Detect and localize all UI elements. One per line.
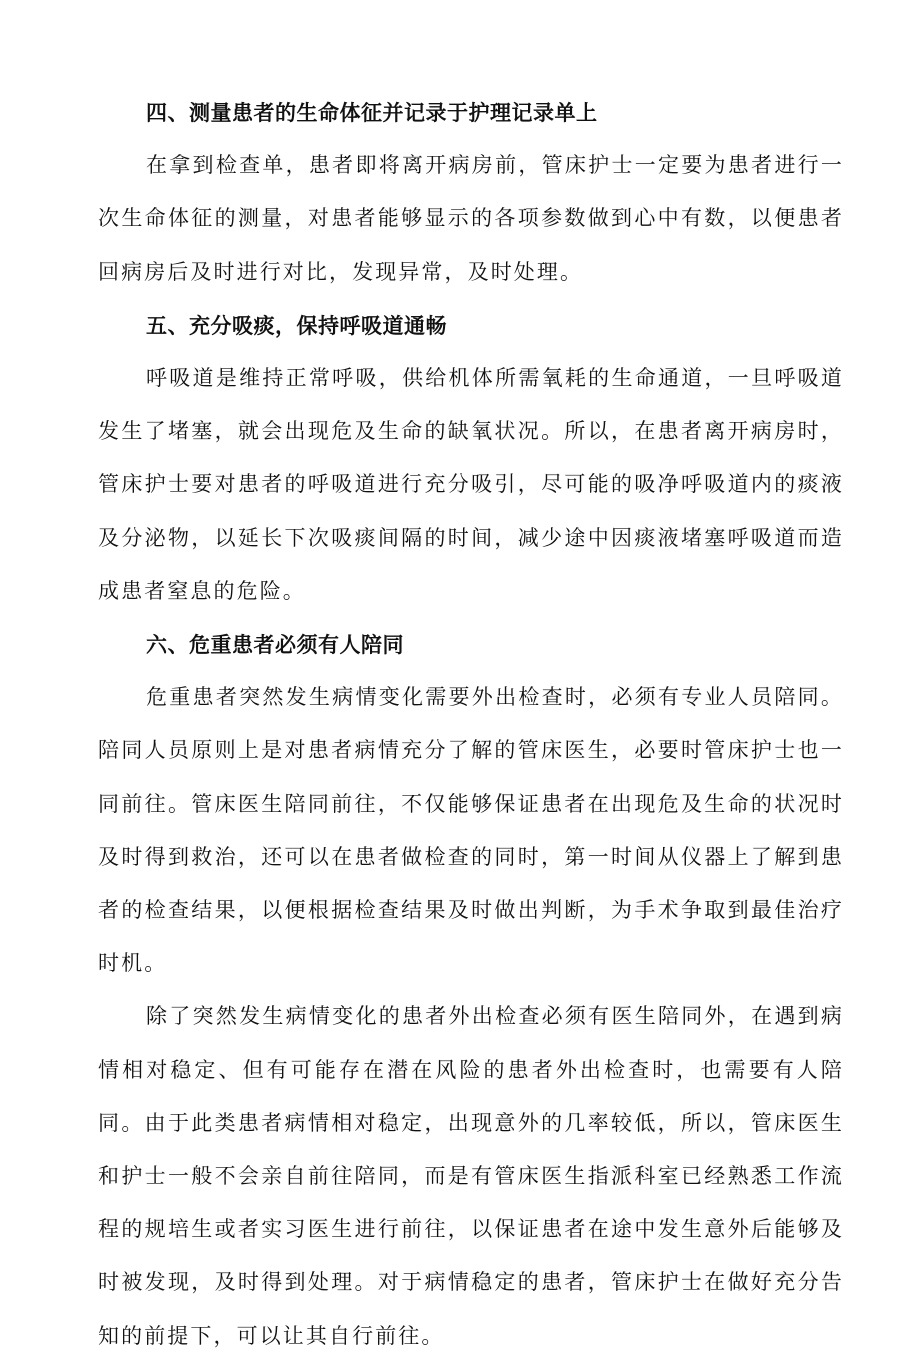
document-body	[98, 86, 844, 1363]
section-4-paragraph-1: 在拿到检查单，患者即将离开病房前，管床护士一定要为患者进行一次生命体征的测量，对患者能够显示的各项参数做到心中有数，以便患者回病房后及时进行对比，发现异常，及时处理。	[98, 153, 844, 284]
section-heading-4: 四、测量患者的生命体征并记录于护理记录单上	[146, 100, 598, 125]
section-heading-5: 五、充分吸痰，保持呼吸道通畅	[146, 312, 447, 338]
section-heading-6: 六、危重患者必须有人陪同	[146, 632, 404, 658]
section-6-paragraph-2: 除了突然发生病情变化的患者外出检查必须有医生陪同外，在遇到病情相对稳定、但有可能存在潜在风险的患者外出检查时，也需要有人陪同。由于此类患者病情相对稳定，出现意外的几率较低，所以，管床医生和护士一般不会亲自前往陪同，而是有管床医生指派科室已经熟悉工作流程的规培生或者实习医生进行前往，以保证患者在途中发生意外后能够及时被发现，及时得到处理。对于病情稳定的患者，管床护士在做好充分告知的前提下，可以让其自行前往。	[98, 1004, 844, 1348]
section-6-paragraph-1: 危重患者突然发生病情变化需要外出检查时，必须有专业人员陪同。陪同人员原则上是对患者病情充分了解的管床医生，必要时管床护士也一同前往。管床医生陪同前往，不仅能够保证患者在出现危及生命的状况时及时得到救治，还可以在患者做检查的同时，第一时间从仪器上了解到患者的检查结果，以便根据检查结果及时做出判断，为手术争取到最佳治疗时机。	[98, 685, 844, 976]
section-5-paragraph-1: 呼吸道是维持正常呼吸，供给机体所需氧耗的生命通道，一旦呼吸道发生了堵塞，就会出现危及生命的缺氧状况。所以，在患者离开病房时，管床护士要对患者的呼吸道进行充分吸引，尽可能的吸净呼吸道内的痰液及分泌物，以延长下次吸痰间隔的时间，减少途中因痰液堵塞呼吸道而造成患者窒息的危险。	[98, 366, 844, 603]
